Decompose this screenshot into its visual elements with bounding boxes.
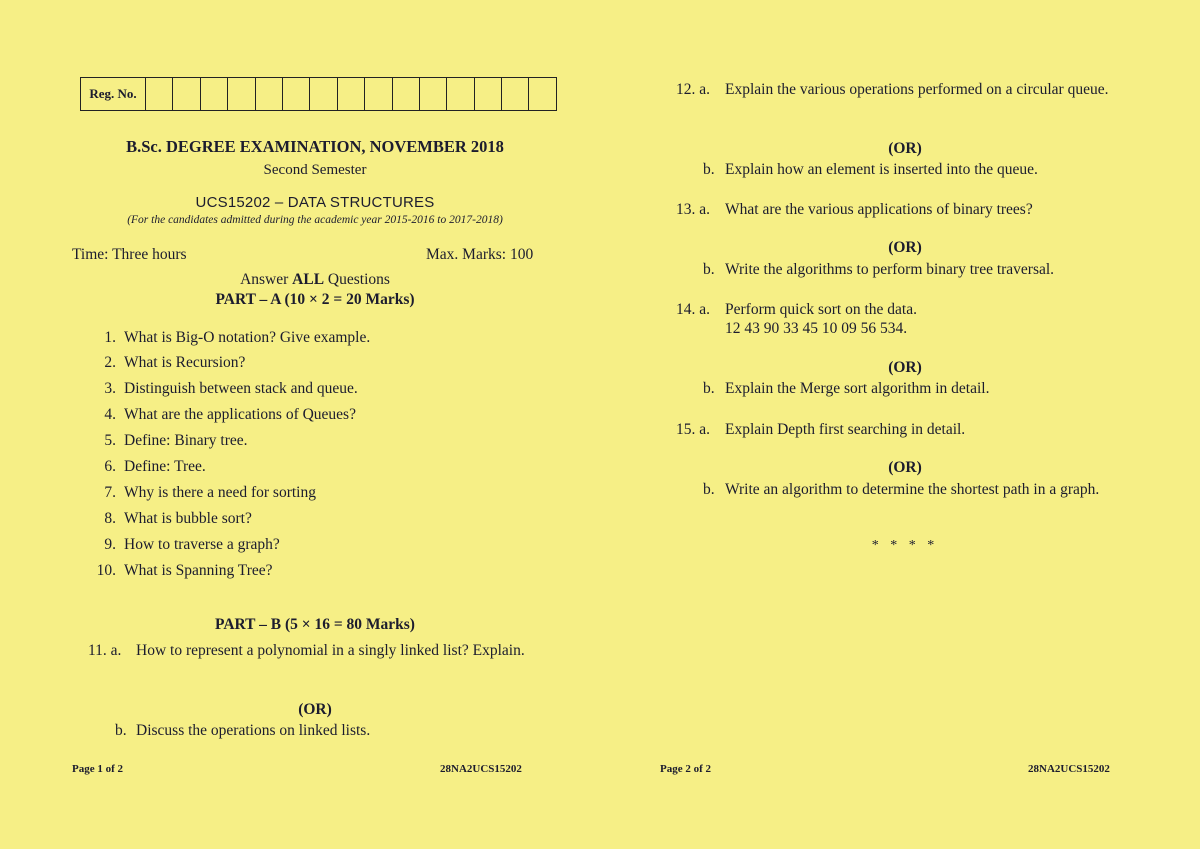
max-marks: Max. Marks: 100 [426, 246, 534, 263]
reg-no-cell[interactable] [529, 78, 555, 110]
question-item [86, 510, 252, 528]
question-number: 11. a. [88, 642, 122, 659]
question-text: Why is there a need for sorting [124, 484, 316, 501]
question-number: 4. [104, 406, 116, 423]
question-number: 1. [104, 329, 116, 346]
reg-no-cell[interactable] [256, 78, 283, 110]
reg-no-cell[interactable] [228, 78, 255, 110]
reg-no-cell[interactable] [420, 78, 447, 110]
question-12a [676, 80, 1146, 120]
question-text: Explain the various operations performed on a circular queue. [725, 81, 1109, 98]
question-number: b. [703, 380, 715, 397]
reg-no-box [80, 77, 557, 111]
question-text: What are the various applications of binary trees? [725, 201, 1033, 218]
question-text: Write an algorithm to determine the shortest path in a graph. [725, 481, 1100, 498]
question-number: 8. [104, 510, 116, 527]
question-number: 14. a. [676, 301, 711, 318]
question-item [86, 354, 245, 372]
question-text: How to traverse a graph? [124, 536, 280, 553]
question-item [86, 432, 248, 450]
question-13b [676, 260, 1146, 280]
answer-suffix: Questions [324, 271, 390, 288]
page-2 [600, 0, 1200, 849]
reg-no-cell[interactable] [173, 78, 200, 110]
page-number: Page 1 of 2 [72, 763, 124, 775]
question-item [86, 484, 316, 502]
question-item [86, 562, 273, 580]
reg-no-cell[interactable] [365, 78, 392, 110]
question-text: What is Spanning Tree? [124, 562, 273, 579]
end-stars: * * * * [871, 538, 939, 553]
answer-bold: ALL [292, 271, 325, 288]
question-text: What is bubble sort? [124, 510, 252, 527]
question-text: How to represent a polynomial in a singly linked list? Explain. [136, 642, 525, 659]
reg-no-cell[interactable] [447, 78, 474, 110]
question-12b [676, 160, 1146, 180]
question-number: b. [115, 722, 127, 739]
question-number: 12. a. [676, 81, 711, 98]
question-15b [676, 480, 1146, 520]
question-item [86, 536, 280, 554]
question-number: 3. [104, 380, 116, 397]
question-item [86, 458, 206, 476]
question-text: Perform quick sort on the data. [725, 301, 917, 318]
question-number: 7. [104, 484, 116, 501]
question-14a [676, 300, 1146, 340]
or-separator: (OR) [888, 140, 922, 157]
paper-code: 28NA2UCS15202 [440, 763, 522, 775]
question-text: What is Recursion? [124, 354, 246, 371]
question-number: 13. a. [676, 201, 711, 218]
reg-no-label: Reg. No. [81, 78, 146, 110]
question-text: Distinguish between stack and queue. [124, 380, 358, 397]
question-text: Explain Depth first searching in detail. [725, 421, 966, 438]
answer-prefix: Answer [240, 271, 293, 288]
question-11a [88, 641, 558, 681]
or-separator: (OR) [888, 239, 922, 256]
question-number: 2. [104, 354, 116, 371]
question-14b [676, 379, 1146, 399]
exam-title: B.Sc. DEGREE EXAMINATION, NOVEMBER 2018 [126, 137, 504, 156]
question-number: 15. a. [676, 421, 711, 438]
question-text: Discuss the operations on linked lists. [136, 722, 371, 739]
admitted-note: (For the candidates admitted during the academic year 2015-2016 to 2017-2018) [127, 214, 503, 226]
question-number: 9. [104, 536, 116, 553]
paper-code: 28NA2UCS15202 [1028, 763, 1110, 775]
part-b-heading: PART – B (5 × 16 = 80 Marks) [215, 616, 415, 633]
reg-no-cell[interactable] [283, 78, 310, 110]
or-separator: (OR) [888, 459, 922, 476]
question-number: 10. [96, 562, 116, 579]
question-text: What are the applications of Queues? [124, 406, 356, 423]
answer-instruction [80, 271, 550, 289]
question-number: b. [703, 161, 715, 178]
part-a-heading: PART – A (10 × 2 = 20 Marks) [215, 291, 415, 308]
question-item [86, 406, 356, 424]
semester: Second Semester [263, 162, 367, 178]
reg-no-cell[interactable] [393, 78, 420, 110]
question-number: b. [703, 481, 715, 498]
reg-no-cell[interactable] [475, 78, 502, 110]
reg-no-cell[interactable] [201, 78, 228, 110]
sort-data: 12 43 90 33 45 10 09 56 534. [725, 320, 908, 337]
course-title: UCS15202 – DATA STRUCTURES [195, 194, 435, 211]
reg-no-cell[interactable] [310, 78, 337, 110]
question-text: Write the algorithms to perform binary tree traversal. [725, 261, 1055, 278]
page-number: Page 2 of 2 [660, 763, 712, 775]
reg-no-cell[interactable] [338, 78, 365, 110]
question-text: Explain the Merge sort algorithm in detail. [725, 380, 990, 397]
question-11b [88, 721, 558, 741]
question-item [86, 329, 370, 347]
reg-no-cell[interactable] [502, 78, 529, 110]
question-13a [676, 200, 1146, 220]
or-separator: (OR) [298, 701, 332, 718]
question-number: 6. [104, 458, 116, 475]
question-text: Explain how an element is inserted into the queue. [725, 161, 1038, 178]
reg-no-cell[interactable] [146, 78, 173, 110]
or-separator: (OR) [888, 359, 922, 376]
question-item [86, 380, 358, 398]
question-text: Define: Tree. [124, 458, 206, 475]
question-number: 5. [104, 432, 116, 449]
time-allowed: Time: Three hours [72, 246, 187, 263]
question-number: b. [703, 261, 715, 278]
question-text: What is Big-O notation? Give example. [124, 329, 371, 346]
question-text: Define: Binary tree. [124, 432, 248, 449]
question-15a [676, 420, 1146, 440]
